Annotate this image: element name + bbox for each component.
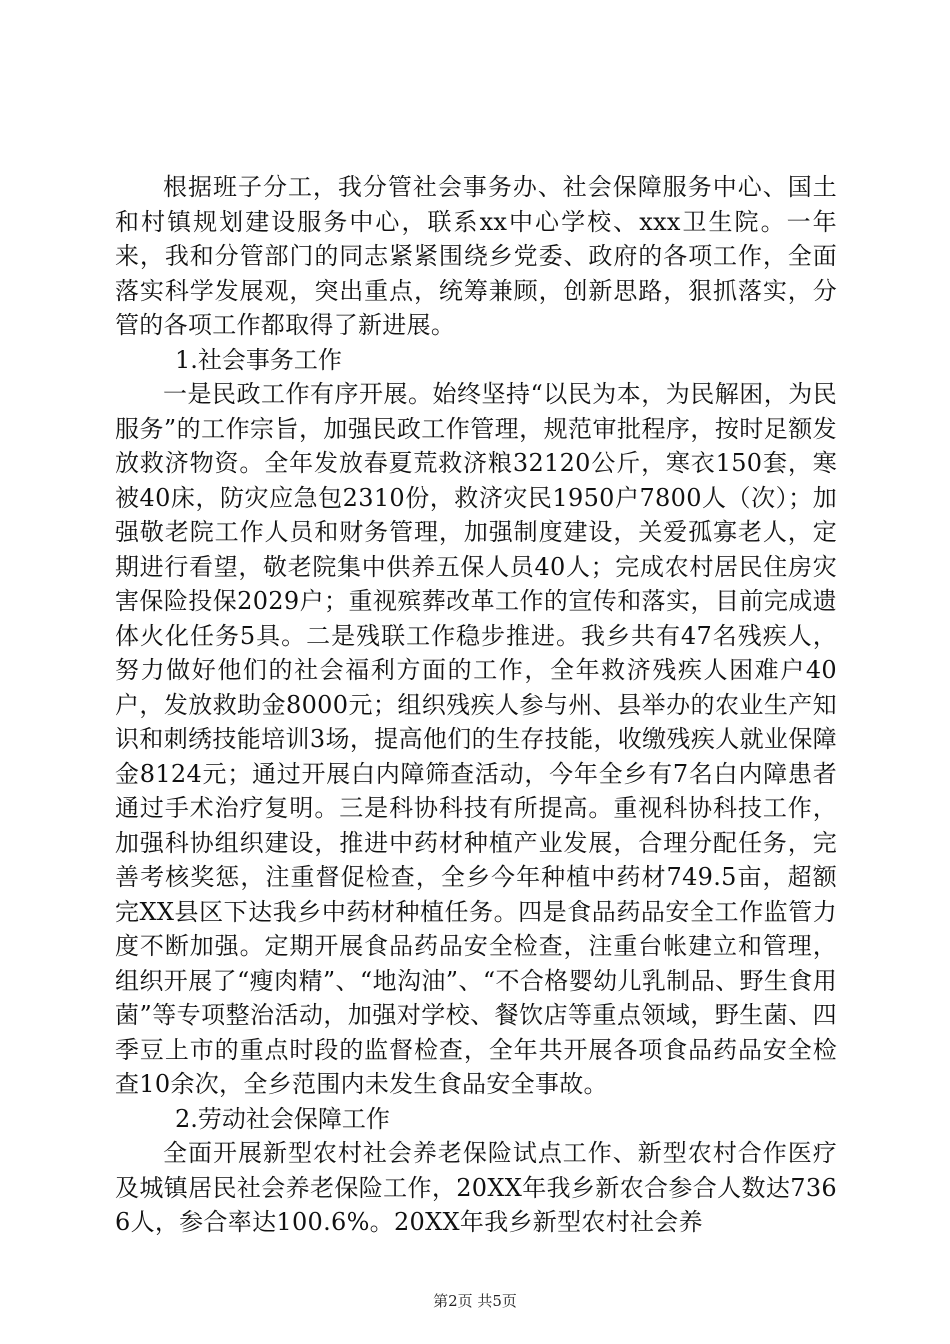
section-heading-labor-security: 2.劳动社会保障工作 (175, 1104, 390, 1133)
section-heading-social-affairs: 1.社会事务工作 (175, 345, 342, 374)
paragraph-social-affairs: 一是民政工作有序开展。始终坚持“以民为本，为民解困，为民服务”的工作宗旨，加强民政工作管理，规范审批程序，按时足额发放救济物资。全年发放春夏荒救济粮32120公斤，寒衣150套，寒被40床，防灾应急包2310份，救济灾民1950户7800人（次）；加强敬老院工作人员和财务管理，加强制度建设，关爱孤寡老人，定期进行看望，敬老院集中供养五保人员40人；完成农村居民住房灾害保险投保2029户；重视殡葬改革工作的宣传和落实，目前完成遗体火化任务5具。二是残联工作稳步推进。我乡共有47名残疾人，努力做好他们的社会福利方面的工作，全年救济残疾人困难户40户，发放救助金8000元；组织残疾人参与州、县举办的农业生产知识和刺绣技能培训3场，提高他们的生存技能，收缴残疾人就业保障金8124元；通过开展白内障筛查活动，今年全乡有7名白内障患者通过手术治疗复明。三是科协科技有所提高。重视科协科技工作，加强科协组织建设，推进中药材种植产业发展，合理分配任务，完善考核奖惩，注重督促检查，全乡今年种植中药材749.5亩，超额完XX县区下达我乡中药材种植任务。四是食品药品安全工作监管力度不断加强。定期开展食品药品安全检查，注重台帐建立和管理，组织开展了“瘦肉精”、“地沟油”、“不合格婴幼儿乳制品、野生食用菌”等专项整治活动，加强对学校、餐饮店等重点领域，野生菌、四季豆上市的重点时段的监督检查，全年共开展各项食品药品安全检查10余次，全乡范围内未发生食品安全事故。 (115, 380, 837, 1098)
document-body (115, 170, 837, 1240)
page-number-footer: 第2页 共5页 (433, 1292, 517, 1310)
paragraph-labor-security: 全面开展新型农村社会养老保险试点工作、新型农村合作医疗及城镇居民社会养老保险工作，20XX年我乡新农合参合人数达7366人，参合率达100.6%。20XX年我乡新型农村社会养 (115, 1139, 837, 1236)
paragraph-intro: 根据班子分工，我分管社会事务办、社会保障服务中心、国土和村镇规划建设服务中心，联系xx中心学校、xxx卫生院。一年来，我和分管部门的同志紧紧围绕乡党委、政府的各项工作，全面落实科学发展观，突出重点，统筹兼顾，创新思路，狠抓落实，分管的各项工作都取得了新进展。 (115, 173, 837, 339)
